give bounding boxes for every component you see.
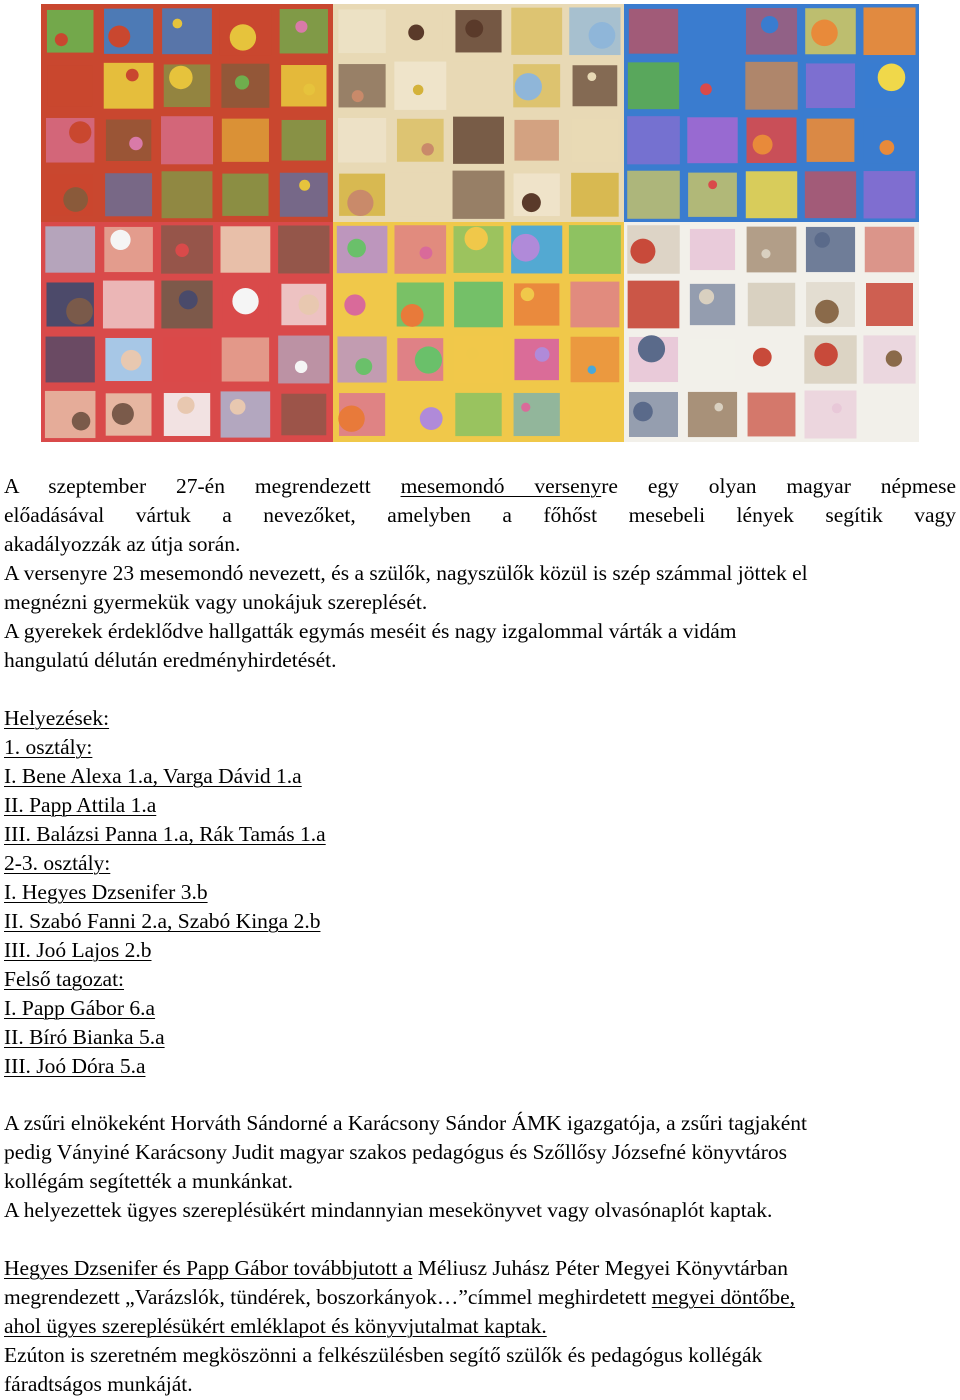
photo-patch: [865, 227, 914, 272]
photo-patch: [746, 171, 797, 218]
photo-patch: [745, 62, 797, 110]
photo-detail: [466, 347, 478, 359]
photo-patch: [397, 173, 444, 217]
photo-patch: [690, 229, 735, 270]
photo-patch: [453, 62, 505, 110]
results-list: [4, 704, 956, 1081]
photo-patch: [866, 283, 913, 326]
photo-detail: [832, 403, 842, 413]
photo-patch: [571, 119, 618, 162]
photo-detail: [515, 73, 542, 100]
photo-detail: [699, 289, 714, 304]
photo-detail: [878, 64, 906, 92]
photo-patch: [807, 119, 855, 162]
results-line: II. Bíró Bianka 5.a: [4, 1025, 165, 1049]
photo-detail: [232, 288, 258, 314]
photo-art: [41, 222, 333, 442]
photo-detail: [638, 335, 665, 362]
jury-paragraph: [4, 1109, 956, 1225]
photo-patch: [46, 337, 95, 383]
photo-detail: [344, 294, 365, 315]
photo-detail: [352, 90, 364, 102]
photo-patch: [163, 337, 212, 382]
photo-patch: [514, 120, 558, 161]
photo-detail: [112, 403, 134, 425]
photo-detail: [66, 298, 93, 325]
photo-detail: [420, 246, 433, 259]
photo-patch: [221, 391, 271, 437]
photo-patch: [514, 339, 559, 380]
photo-patch: [222, 337, 269, 381]
photo-detail: [587, 72, 596, 81]
results-line: Felső tagozat:: [4, 967, 125, 991]
photo-patch: [629, 9, 678, 54]
photo-patch: [162, 8, 212, 54]
photo-patch: [514, 393, 560, 436]
final-line: Ezúton is szeretném megköszönni a felkészülésben segítő szülők és pedagógus kollégák: [4, 1343, 763, 1367]
photo-detail: [465, 227, 488, 250]
photo-patch: [690, 284, 735, 325]
photo-detail: [633, 402, 653, 422]
jury-line: kollégám segítették a munkánkat.: [4, 1169, 293, 1193]
photo-detail: [700, 83, 712, 95]
photo-patch: [338, 118, 386, 162]
results-line: 1. osztály:: [4, 735, 93, 759]
photo-patch: [453, 336, 503, 383]
photo-patch: [804, 390, 856, 438]
photo-detail: [172, 19, 182, 29]
photo-patch: [628, 62, 679, 109]
photo-detail: [886, 350, 902, 366]
photo-detail: [714, 403, 723, 412]
photo-detail: [589, 22, 616, 49]
intro-line: A gyerekek érdeklődve hallgatták egymás meséit és nagy izgalommal várták a vidám: [4, 619, 737, 643]
results-line: III. Joó Lajos 2.b: [4, 938, 152, 962]
jury-line: pedig Ványiné Karácsony Judit magyar szakos pedagógus és Szőllősy Józsefné könyvtáros: [4, 1140, 787, 1164]
photo-detail: [175, 243, 189, 257]
jury-line: A helyezettek ügyes szereplésükért mindannyian mesekönyvet vagy olvasónaplót kaptak.: [4, 1198, 773, 1222]
photo-patch: [571, 337, 620, 382]
photo-patch: [281, 394, 326, 436]
finalists-link[interactable]: Hegyes Dzsenifer és Papp Gábor továbbjutott a: [4, 1256, 413, 1280]
photo-art: [624, 222, 919, 442]
photo-patch: [570, 282, 619, 328]
photo-patch: [397, 119, 444, 162]
photo-patch: [571, 173, 619, 217]
photo-patch: [569, 225, 621, 274]
photo-detail: [814, 343, 838, 367]
photo-art: [41, 4, 333, 222]
awards-link[interactable]: ahol ügyes szereplésükért emléklapot és könyvjutalmat kaptak.: [4, 1314, 547, 1338]
photo-patch: [162, 171, 213, 218]
photo-patch: [455, 393, 501, 436]
photo-detail: [421, 143, 433, 155]
photo-patch: [278, 336, 329, 384]
photo-detail: [177, 397, 194, 414]
photo-patch: [220, 226, 270, 272]
drawings-wall-photo: [41, 4, 333, 222]
photo-patch: [687, 117, 737, 163]
photo-patch: [573, 65, 618, 106]
photo-detail: [230, 399, 246, 415]
intro-text: A szeptember 27-én megrendezett: [4, 474, 401, 498]
final-text: Méliusz Juhász Péter Megyei Könyvtárban: [412, 1256, 788, 1280]
photo-patch: [688, 392, 737, 437]
photo-detail: [110, 230, 130, 250]
photo-patch: [104, 63, 154, 109]
results-line: I. Papp Gábor 6.a: [4, 996, 156, 1020]
photo-patch: [47, 10, 94, 53]
final-line: fáradtságos munkáját.: [4, 1372, 193, 1396]
intro-line: [4, 472, 956, 501]
photo-detail: [512, 234, 540, 262]
photo-patch: [278, 226, 329, 274]
photo-detail: [347, 190, 373, 216]
photo-detail: [753, 348, 772, 367]
county-final-link[interactable]: megyei döntőbe,: [651, 1285, 796, 1309]
photo-patch: [45, 391, 96, 438]
photo-patch: [105, 173, 152, 216]
photo-patch: [281, 65, 326, 106]
photo-patch: [689, 65, 736, 107]
results-line: II. Papp Attila 1.a: [4, 793, 157, 817]
photo-detail: [69, 121, 91, 143]
photo-patch: [222, 119, 269, 162]
photo-patch: [103, 281, 154, 329]
intro-line: megnézni gyermekük vagy unokájuk szereplését.: [4, 590, 428, 614]
photo-patch: [453, 117, 504, 164]
photo-detail: [415, 346, 442, 373]
photo-patch: [688, 173, 737, 217]
photo-detail: [299, 180, 310, 191]
photo-detail: [521, 403, 530, 412]
results-line: I. Hegyes Dzsenifer 3.b: [4, 880, 208, 904]
photo-patch: [863, 7, 915, 55]
photo-patch: [454, 282, 503, 328]
photo-detail: [753, 135, 773, 155]
photo-detail: [121, 350, 142, 371]
photo-detail: [338, 405, 364, 431]
photo-detail: [72, 412, 91, 431]
results-line: I. Bene Alexa 1.a, Varga Dávid 1.a: [4, 764, 302, 788]
photo-detail: [295, 21, 307, 33]
final-paragraph: [4, 1254, 956, 1399]
photo-patch: [280, 173, 328, 217]
final-text: megrendezett „Varázslók, tündérek, boszorkányok…”címmel meghirdetett: [4, 1285, 652, 1309]
photo-patch: [45, 226, 95, 272]
photo-detail: [522, 193, 541, 212]
photo-detail: [521, 288, 535, 302]
photo-patch: [453, 171, 505, 219]
photo-patch: [690, 339, 735, 380]
photo-detail: [129, 137, 142, 150]
photo-detail: [401, 304, 424, 327]
photo-detail: [108, 26, 130, 48]
photo-patch: [282, 120, 326, 161]
results-heading: Helyezések:: [4, 706, 110, 730]
jury-line: A zsűri elnökeként Horváth Sándorné a Karácsony Sándor ÁMK igazgatója, a zsűri tagjaként: [4, 1111, 808, 1135]
photo-detail: [815, 300, 839, 324]
photo-detail: [814, 232, 830, 248]
photo-patch: [627, 171, 680, 219]
photo-detail: [179, 290, 198, 309]
photo-detail: [408, 25, 424, 41]
photo-detail: [295, 361, 307, 373]
competition-link[interactable]: mesemondó verseny: [400, 474, 602, 498]
photo-art: [624, 4, 919, 222]
photo-patch: [514, 283, 559, 325]
photo-patch: [748, 283, 795, 326]
photo-patch: [806, 227, 855, 272]
photo-art: [333, 4, 624, 222]
photo-patch: [569, 391, 620, 439]
results-line: III. Joó Dóra 5.a: [4, 1054, 146, 1078]
photo-detail: [355, 358, 372, 375]
photo-patch: [748, 393, 796, 437]
photo-detail: [169, 66, 193, 90]
photo-patch: [394, 225, 446, 273]
photo-patch: [48, 65, 93, 106]
fairy-tale-drawings-photo: [624, 4, 919, 222]
photo-patch: [689, 10, 736, 53]
photo-detail: [413, 85, 424, 96]
photo-detail: [235, 75, 249, 89]
children-group-photo: [41, 222, 333, 442]
photo-detail: [630, 239, 655, 264]
intro-line: A versenyre 23 mesemondó nevezett, és a szülők, nagyszülők közül is szép számmal jöttek el: [4, 561, 808, 585]
photo-detail: [55, 33, 68, 46]
photo-detail: [230, 24, 256, 50]
results-line: II. Szabó Fanni 2.a, Szabó Kinga 2.b: [4, 909, 321, 933]
photo-detail: [465, 20, 483, 38]
photo-detail: [299, 294, 320, 315]
photo-patch: [806, 63, 855, 108]
intro-line: előadásával vártuk a nevezőket, amelyben a főhőst mesebeli lények segítik vagy: [4, 503, 956, 527]
photo-patch: [106, 120, 151, 161]
photo-patch: [339, 64, 386, 107]
photo-patch: [511, 8, 562, 55]
photo-patch: [627, 116, 680, 164]
photo-patch: [338, 9, 385, 53]
photo-detail: [761, 16, 778, 33]
photo-detail: [126, 69, 139, 82]
photo-detail: [588, 365, 597, 374]
photo-detail: [535, 347, 550, 362]
photo-detail: [420, 407, 443, 430]
photo-detail: [873, 399, 897, 423]
photo-patch: [104, 227, 153, 272]
photo-detail: [811, 20, 838, 47]
photo-detail: [708, 180, 717, 189]
photo-patch: [628, 281, 680, 329]
intro-text: re egy olyan magyar népmese: [601, 474, 956, 498]
intro-paragraph: [4, 472, 956, 675]
photo-patch: [222, 174, 268, 216]
photo-patch: [805, 171, 856, 218]
photo-patch: [747, 227, 797, 273]
girl-presenting-photo: [333, 4, 624, 222]
intro-line: akadályozzák az útja során.: [4, 532, 241, 556]
photo-patch: [864, 117, 916, 164]
photo-patch: [864, 171, 916, 218]
results-line: III. Balázsi Panna 1.a, Rák Tamás 1.a: [4, 822, 326, 846]
colorful-drawings-table-photo: [333, 222, 624, 442]
intro-line: hangulatú délután eredményhirdetését.: [4, 648, 337, 672]
exhibition-room-photo: [624, 222, 919, 442]
photo-art: [333, 222, 624, 442]
photo-patch: [161, 116, 213, 164]
photo-detail: [347, 239, 366, 258]
photo-detail: [63, 187, 88, 212]
photo-detail: [879, 140, 894, 155]
photo-detail: [303, 84, 315, 96]
results-line: 2-3. osztály:: [4, 851, 111, 875]
photo-detail: [761, 249, 770, 258]
